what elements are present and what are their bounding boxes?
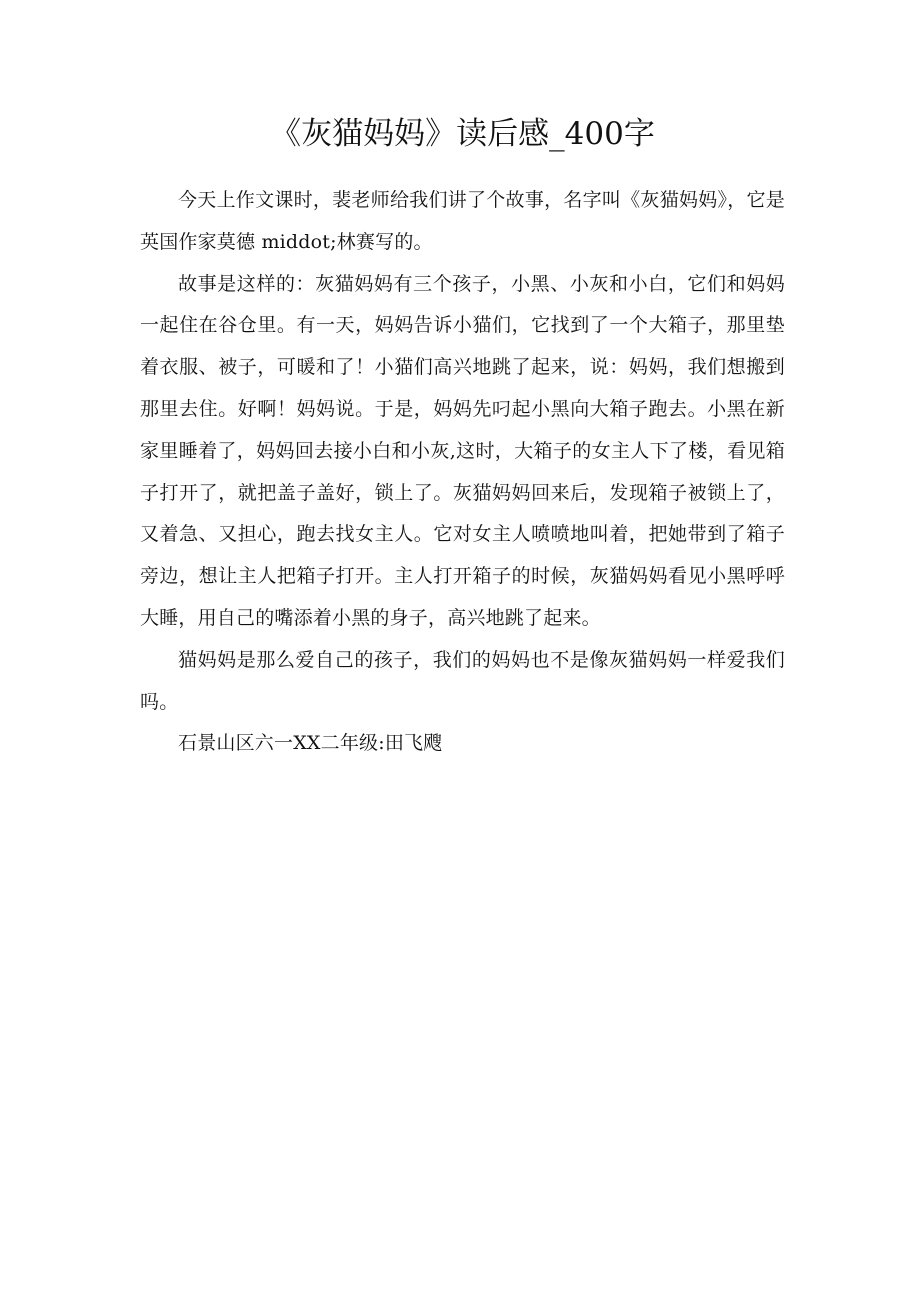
document-content: [140, 110, 785, 765]
paragraph-intro: 今天上作文课时，裴老师给我们讲了个故事，名字叫《灰猫妈妈》，它是英国作家莫德 middot;林赛写的。: [140, 189, 785, 253]
document-title: 《灰猫妈妈》读后感_400字: [270, 116, 655, 152]
paragraph-story: 故事是这样的：灰猫妈妈有三个孩子，小黑、小灰和小白，它们和妈妈一起住在谷仓里。有一天，妈妈告诉小猫们，它找到了一个大箱子，那里垫着衣服、被子，可暖和了！小猫们高兴地跳了起来，说：妈妈，我们想搬到那里去住。好啊！妈妈说。于是，妈妈先叼起小黑向大箱子跑去。小黑在新家里睡着了，妈妈回去接小白和小灰,这时，大箱子的女主人下了楼，看见箱子打开了，就把盖子盖好，锁上了。灰猫妈妈回来后，发现箱子被锁上了，又着急、又担心，跑去找女主人。它对女主人喷喷地叫着，把她带到了箱子旁边，想让主人把箱子打开。主人打开箱子的时候，灰猫妈妈看见小黑呼呼大睡，用自己的嘴添着小黑的身子，高兴地跳了起来。: [140, 272, 785, 629]
author-signature: 石景山区六一XX二年级:田飞飕: [178, 732, 443, 755]
paragraph-reflection: 猫妈妈是那么爱自己的孩子，我们的妈妈也不是像灰猫妈妈一样爱我们吗。: [140, 648, 785, 713]
